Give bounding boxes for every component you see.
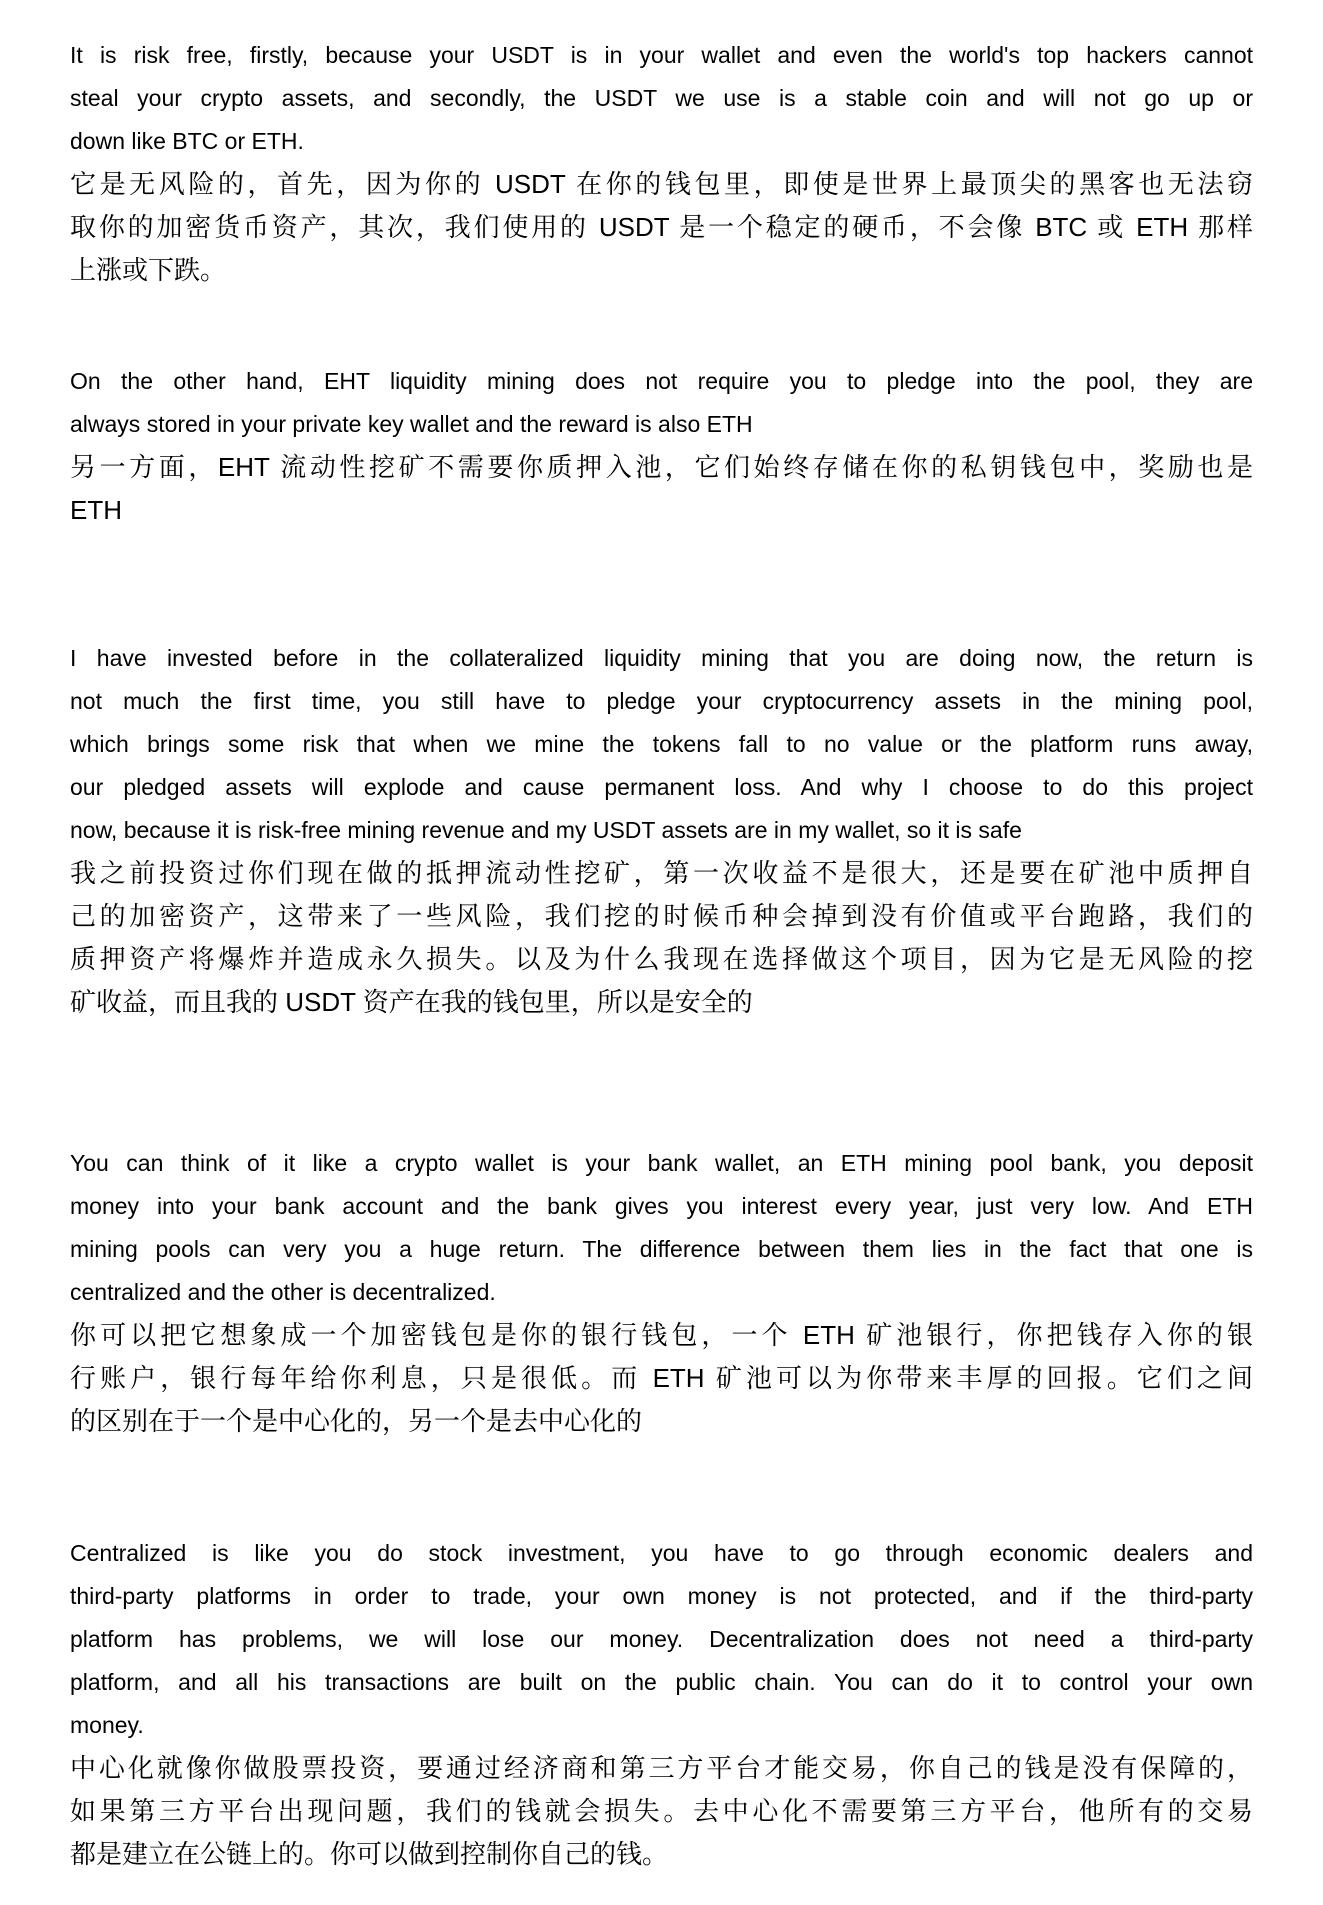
chinese-text-line: 它是无风险的，首先，因为你的 USDT 在你的钱包里，即使是世界上最顶尖的黑客也无法窃: [70, 169, 1253, 199]
chinese-text-line: 中心化就像你做股票投资，要通过经济商和第三方平台才能交易，你自己的钱是没有保障的，: [70, 1753, 1253, 1783]
english-text-line: money.: [70, 1712, 144, 1738]
english-text-line: always stored in your private key wallet and the reward is also ETH: [70, 411, 753, 437]
chinese-text-line: 我之前投资过你们现在做的抵押流动性挖矿，第一次收益不是很大，还是要在矿池中质押自: [70, 858, 1253, 888]
chinese-text-line: 上涨或下跌。: [70, 255, 227, 285]
english-text-line: Centralized is like you do stock investment, you have to go through economic dealers and: [70, 1540, 1253, 1566]
chinese-text-line: 如果第三方平台出现问题，我们的钱就会损失。去中心化不需要第三方平台，他所有的交易: [70, 1796, 1253, 1826]
english-text-line: mining pools can very you a huge return. The difference between them lies in the fact that one is: [70, 1236, 1253, 1262]
english-text-line: I have invested before in the collateralized liquidity mining that you are doing now, the return is: [70, 645, 1253, 671]
paragraph-risk-free-usdt: [70, 34, 1253, 292]
chinese-text-line: 的区别在于一个是中心化的，另一个是去中心化的: [70, 1406, 643, 1436]
chinese-text-line: 行账户，银行每年给你利息，只是很低。而 ETH 矿池可以为你带来丰厚的回报。它们之间: [70, 1363, 1253, 1393]
english-text-line: which brings some risk that when we mine the tokens fall to no value or the platform runs away,: [70, 731, 1253, 757]
english-text-line: steal your crypto assets, and secondly, the USDT we use is a stable coin and will not go up or: [70, 85, 1253, 111]
chinese-text-line: 都是建立在公链上的。你可以做到控制你自己的钱。: [70, 1839, 669, 1869]
english-text-line: You can think of it like a crypto wallet is your bank wallet, an ETH mining pool bank, you deposit: [70, 1150, 1253, 1176]
paragraph-invested-before: [70, 637, 1253, 1024]
chinese-text-line: ETH: [70, 495, 122, 525]
english-text-line: It is risk free, firstly, because your USDT is in your wallet and even the world's top hackers cannot: [70, 42, 1253, 68]
english-text-line: our pledged assets will explode and cause permanent loss. And why I choose to do this project: [70, 774, 1253, 800]
english-text-line: platform has problems, we will lose our money. Decentralization does not need a third-party: [70, 1626, 1253, 1652]
english-text-line: now, because it is risk-free mining revenue and my USDT assets are in my wallet, so it is safe: [70, 817, 1022, 843]
paragraph-bank-analogy: [70, 1142, 1253, 1443]
english-text-line: On the other hand, EHT liquidity mining does not require you to pledge into the pool, they are: [70, 368, 1253, 394]
paragraph-centralized-vs-decentralized: [70, 1532, 1253, 1876]
english-text-line: centralized and the other is decentralized.: [70, 1279, 496, 1305]
chinese-text-line: 己的加密资产，这带来了一些风险，我们挖的时候币种会掉到没有价值或平台跑路，我们的: [70, 901, 1253, 931]
chinese-text-line: 取你的加密货币资产，其次，我们使用的 USDT 是一个稳定的硬币，不会像 BTC 或 ETH 那样: [70, 212, 1253, 242]
paragraph-eht-liquidity-mining: [70, 360, 1253, 532]
chinese-text-line: 矿收益，而且我的 USDT 资产在我的钱包里，所以是安全的: [70, 987, 753, 1017]
english-text-line: not much the first time, you still have to pledge your cryptocurrency assets in the mining pool,: [70, 688, 1253, 714]
english-text-line: down like BTC or ETH.: [70, 128, 304, 154]
english-text-line: third-party platforms in order to trade, your own money is not protected, and if the third-party: [70, 1583, 1253, 1609]
chinese-text-line: 质押资产将爆炸并造成永久损失。以及为什么我现在选择做这个项目，因为它是无风险的挖: [70, 944, 1253, 974]
chinese-text-line: 另一方面，EHT 流动性挖矿不需要你质押入池，它们始终存储在你的私钥钱包中，奖励也是: [70, 452, 1253, 482]
chinese-text-line: 你可以把它想象成一个加密钱包是你的银行钱包，一个 ETH 矿池银行，你把钱存入你的银: [70, 1320, 1253, 1350]
english-text-line: money into your bank account and the bank gives you interest every year, just very low. And ETH: [70, 1193, 1253, 1219]
english-text-line: platform, and all his transactions are built on the public chain. You can do it to control your own: [70, 1669, 1253, 1695]
